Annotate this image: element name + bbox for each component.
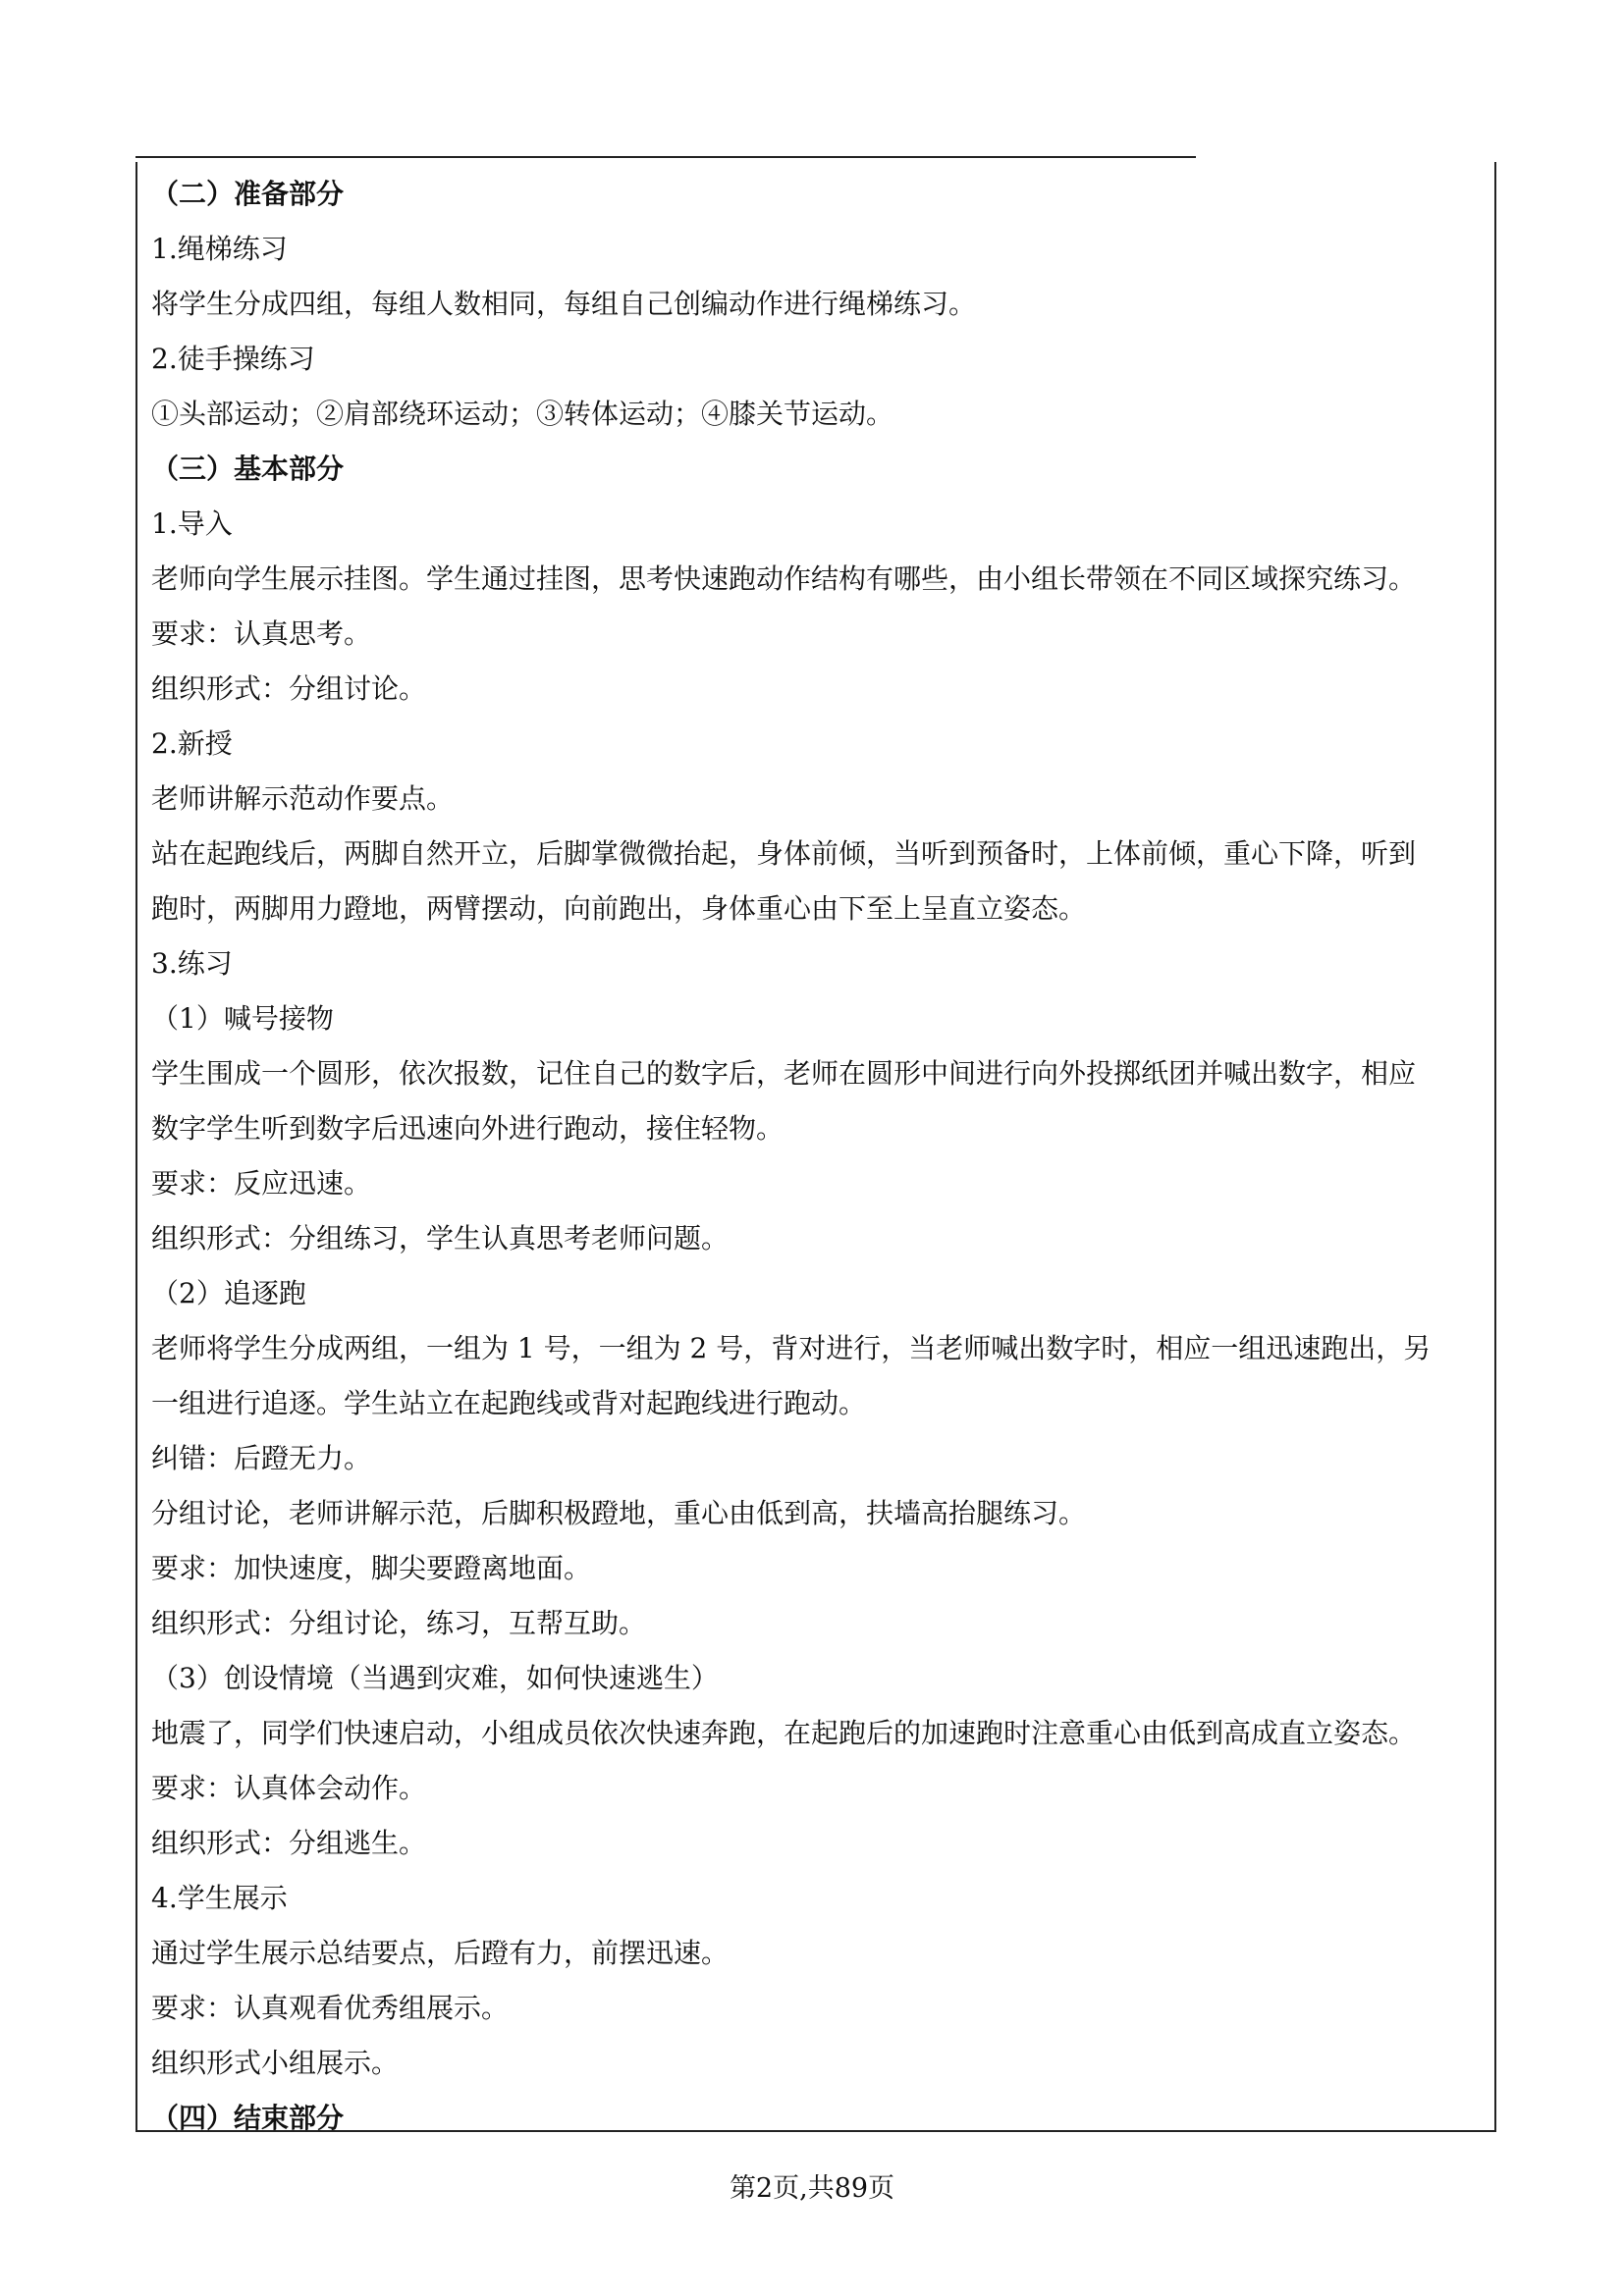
text-line: 一组进行追逐。学生站立在起跑线或背对起跑线进行跑动。	[151, 1387, 867, 1419]
text-line: 1.导入	[151, 507, 233, 540]
text-line: 将学生分成四组，每组人数相同，每组自己创编动作进行绳梯练习。	[151, 288, 977, 320]
text-line: 分组讨论，老师讲解示范，后脚积极蹬地，重心由低到高，扶墙高抬腿练习。	[151, 1497, 1087, 1529]
section-heading: （三）基本部分	[151, 453, 345, 485]
text-line: ①头部运动；②肩部绕环运动；③转体运动；④膝关节运动。	[151, 398, 894, 430]
text-line: 4.学生展示	[151, 1882, 288, 1914]
text-line: （3）创设情境（当遇到灾难，如何快速逃生）	[151, 1662, 719, 1694]
text-line: 要求：认真体会动作。	[151, 1772, 427, 1804]
lesson-plan-content	[151, 167, 1483, 2146]
page-footer: 第2页,共89页	[729, 2173, 895, 2204]
text-line: 纠错：后蹬无力。	[151, 1442, 372, 1474]
section-heading: （二）准备部分	[151, 178, 345, 210]
section-heading: （四）结束部分	[151, 2102, 345, 2134]
text-line: 要求：反应迅速。	[151, 1167, 372, 1200]
text-line: 跑时，两脚用力蹬地，两臂摆动，向前跑出，身体重心由下至上呈直立姿态。	[151, 892, 1087, 925]
text-line: 组织形式：分组讨论。	[151, 672, 427, 705]
text-line: 站在起跑线后，两脚自然开立，后脚掌微微抬起，身体前倾，当听到预备时，上体前倾，重心下降，听到	[151, 837, 1417, 870]
text-line: 3.练习	[151, 947, 233, 980]
table-top-border	[135, 156, 1196, 158]
text-line: 1.绳梯练习	[151, 233, 288, 265]
text-line: 组织形式：分组练习，学生认真思考老师问题。	[151, 1222, 730, 1255]
text-line: 老师向学生展示挂图。学生通过挂图，思考快速跑动作结构有哪些，由小组长带领在不同区域探究练习。	[151, 562, 1417, 595]
text-line: 地震了，同学们快速启动，小组成员依次快速奔跑，在起跑后的加速跑时注意重心由低到高成直立姿态。	[151, 1717, 1417, 1749]
text-line: 组织形式：分组讨论，练习，互帮互助。	[151, 1607, 647, 1639]
text-line: 数字学生听到数字后迅速向外进行跑动，接住轻物。	[151, 1112, 785, 1145]
text-line: 通过学生展示总结要点，后蹬有力，前摆迅速。	[151, 1937, 730, 1969]
text-line: （2）追逐跑	[151, 1277, 306, 1309]
text-line: 要求：加快速度，脚尖要蹬离地面。	[151, 1552, 592, 1584]
text-line: 要求：认真思考。	[151, 617, 372, 650]
text-line: 2.新授	[151, 727, 233, 760]
text-line: 老师讲解示范动作要点。	[151, 782, 455, 815]
text-line: 老师将学生分成两组，一组为 1 号，一组为 2 号，背对进行，当老师喊出数字时，相应一组迅速跑出，另	[151, 1332, 1432, 1364]
text-line: 要求：认真观看优秀组展示。	[151, 1992, 510, 2024]
text-line: 组织形式：分组逃生。	[151, 1827, 427, 1859]
text-line: （1）喊号接物	[151, 1002, 334, 1035]
text-line: 学生围成一个圆形，依次报数，记住自己的数字后，老师在圆形中间进行向外投掷纸团并喊出数字，相应	[151, 1057, 1417, 1090]
text-line: 2.徒手操练习	[151, 343, 315, 375]
text-line: 组织形式小组展示。	[151, 2047, 400, 2079]
